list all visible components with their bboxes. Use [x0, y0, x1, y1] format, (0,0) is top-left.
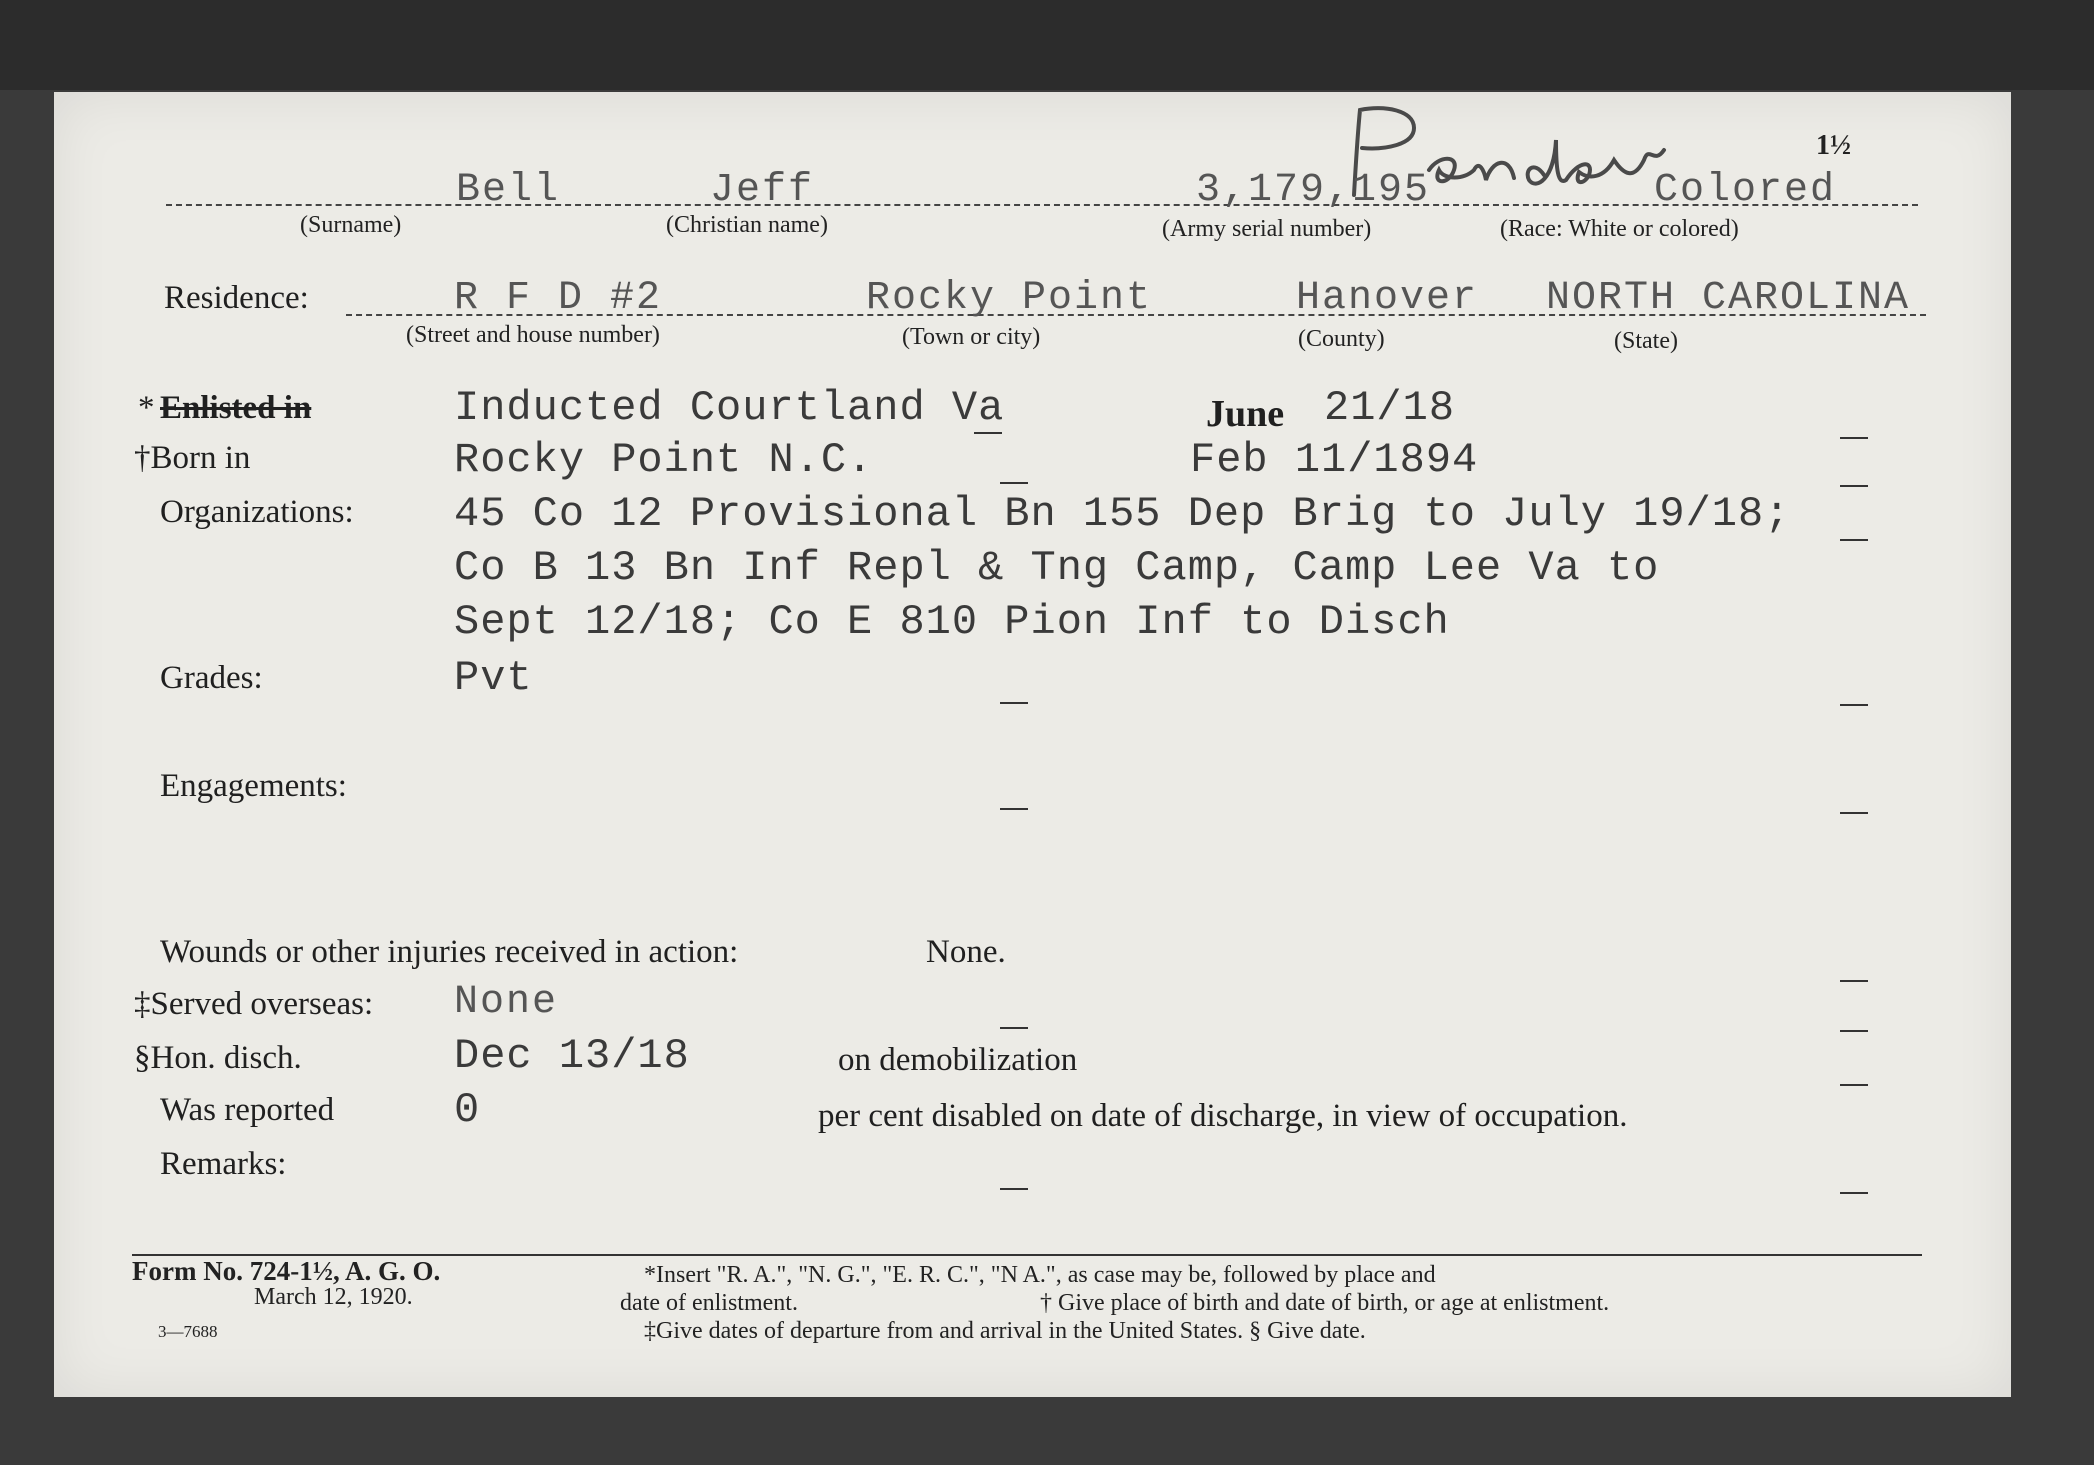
tick-mark	[1840, 539, 1868, 541]
enlisted-date: 21/18	[1324, 384, 1456, 432]
county-value: Hanover	[1296, 276, 1479, 321]
tick-mark	[1840, 704, 1868, 706]
street-value: R F D #2	[454, 276, 663, 321]
wounds-value: None.	[926, 934, 1006, 970]
wounds-label: Wounds or other injuries received in action:	[160, 934, 739, 970]
grade-value: Pvt	[454, 654, 533, 702]
was-reported-label: Was reported	[160, 1092, 335, 1128]
town-value: Rocky Point	[866, 276, 1153, 321]
race-caption: (Race: White or colored)	[1500, 216, 1739, 242]
organizations-line-1: 45 Co 12 Provisional Bn 155 Dep Brig to July 19/18;	[454, 490, 1791, 538]
form-fraction-mark: 1½	[1816, 130, 1851, 161]
tick-mark	[1000, 482, 1028, 484]
service-record-card	[54, 92, 2011, 1397]
birthplace-value: Rocky Point N.C.	[454, 436, 874, 484]
remarks-label: Remarks:	[160, 1146, 287, 1182]
town-caption: (Town or city)	[902, 324, 1041, 350]
tick-mark	[1840, 1192, 1868, 1194]
state-value: NORTH CAROLINA	[1546, 276, 1911, 321]
tick-mark	[1840, 980, 1868, 982]
engagements-label: Engagements:	[160, 768, 347, 804]
organizations-line-2: Co B 13 Bn Inf Repl & Tng Camp, Camp Lee Va to	[454, 544, 1660, 592]
hon-disch-reason: on demobilization	[838, 1042, 1078, 1078]
underline-mark	[974, 432, 1002, 434]
born-in-label: †Born in	[134, 440, 251, 476]
residence-label: Residence:	[164, 280, 309, 316]
tick-mark	[1840, 485, 1868, 487]
enlisted-label-prefix: *	[138, 390, 155, 426]
grades-label: Grades:	[160, 660, 263, 696]
tick-mark	[1000, 1188, 1028, 1190]
tick-mark	[1000, 702, 1028, 704]
christian-name-caption: (Christian name)	[666, 212, 828, 238]
tick-mark	[1840, 812, 1868, 814]
form-date: March 12, 1920.	[254, 1284, 413, 1310]
county-caption: (County)	[1298, 326, 1385, 352]
serial-number-caption: (Army serial number)	[1162, 216, 1372, 242]
enlisted-label: Enlisted in	[160, 390, 312, 426]
surname-caption: (Surname)	[300, 212, 402, 238]
race-value: Colored	[1654, 168, 1837, 213]
christian-name-value: Jeff	[710, 168, 815, 213]
footnote-line-2b: † Give place of birth and date of birth, or age at enlistment.	[1040, 1290, 1610, 1316]
footnote-line-2a: date of enlistment.	[620, 1290, 798, 1316]
print-number: 3—7688	[158, 1322, 218, 1341]
enlisted-month: June	[1206, 393, 1285, 435]
birthdate-value: Feb 11/1894	[1190, 436, 1479, 484]
hon-disch-date: Dec 13/18	[454, 1032, 690, 1080]
served-overseas-label: ‡Served overseas:	[134, 986, 374, 1022]
tick-mark	[1840, 437, 1868, 439]
organizations-label: Organizations:	[160, 494, 354, 530]
tick-mark	[1840, 1084, 1868, 1086]
served-overseas-value: None	[454, 980, 559, 1025]
inducted-value: Inducted Courtland Va	[454, 384, 1005, 432]
hon-disch-label: §Hon. disch.	[134, 1040, 302, 1076]
tick-mark	[1840, 1030, 1868, 1032]
footnote-line-1: *Insert "R. A.", "N. G.", "E. R. C.", "N A.", as case may be, followed by place and	[644, 1262, 1436, 1288]
state-caption: (State)	[1614, 328, 1678, 354]
surname-value: Bell	[456, 168, 561, 213]
tick-mark	[1000, 808, 1028, 810]
footnote-line-3: ‡Give dates of departure from and arrival in the United States. § Give date.	[644, 1318, 1366, 1344]
organizations-line-3: Sept 12/18; Co E 810 Pion Inf to Disch	[454, 598, 1450, 646]
scan-background-top	[0, 0, 2094, 90]
street-caption: (Street and house number)	[406, 322, 660, 348]
disability-percent: 0	[454, 1086, 481, 1134]
form-number: Form No. 724-1½, A. G. O.	[132, 1256, 441, 1286]
tick-mark	[1000, 1027, 1028, 1029]
army-serial-number-value: 3,179,195	[1196, 168, 1431, 213]
disability-text: per cent disabled on date of discharge, in view of occupation.	[818, 1098, 1628, 1134]
